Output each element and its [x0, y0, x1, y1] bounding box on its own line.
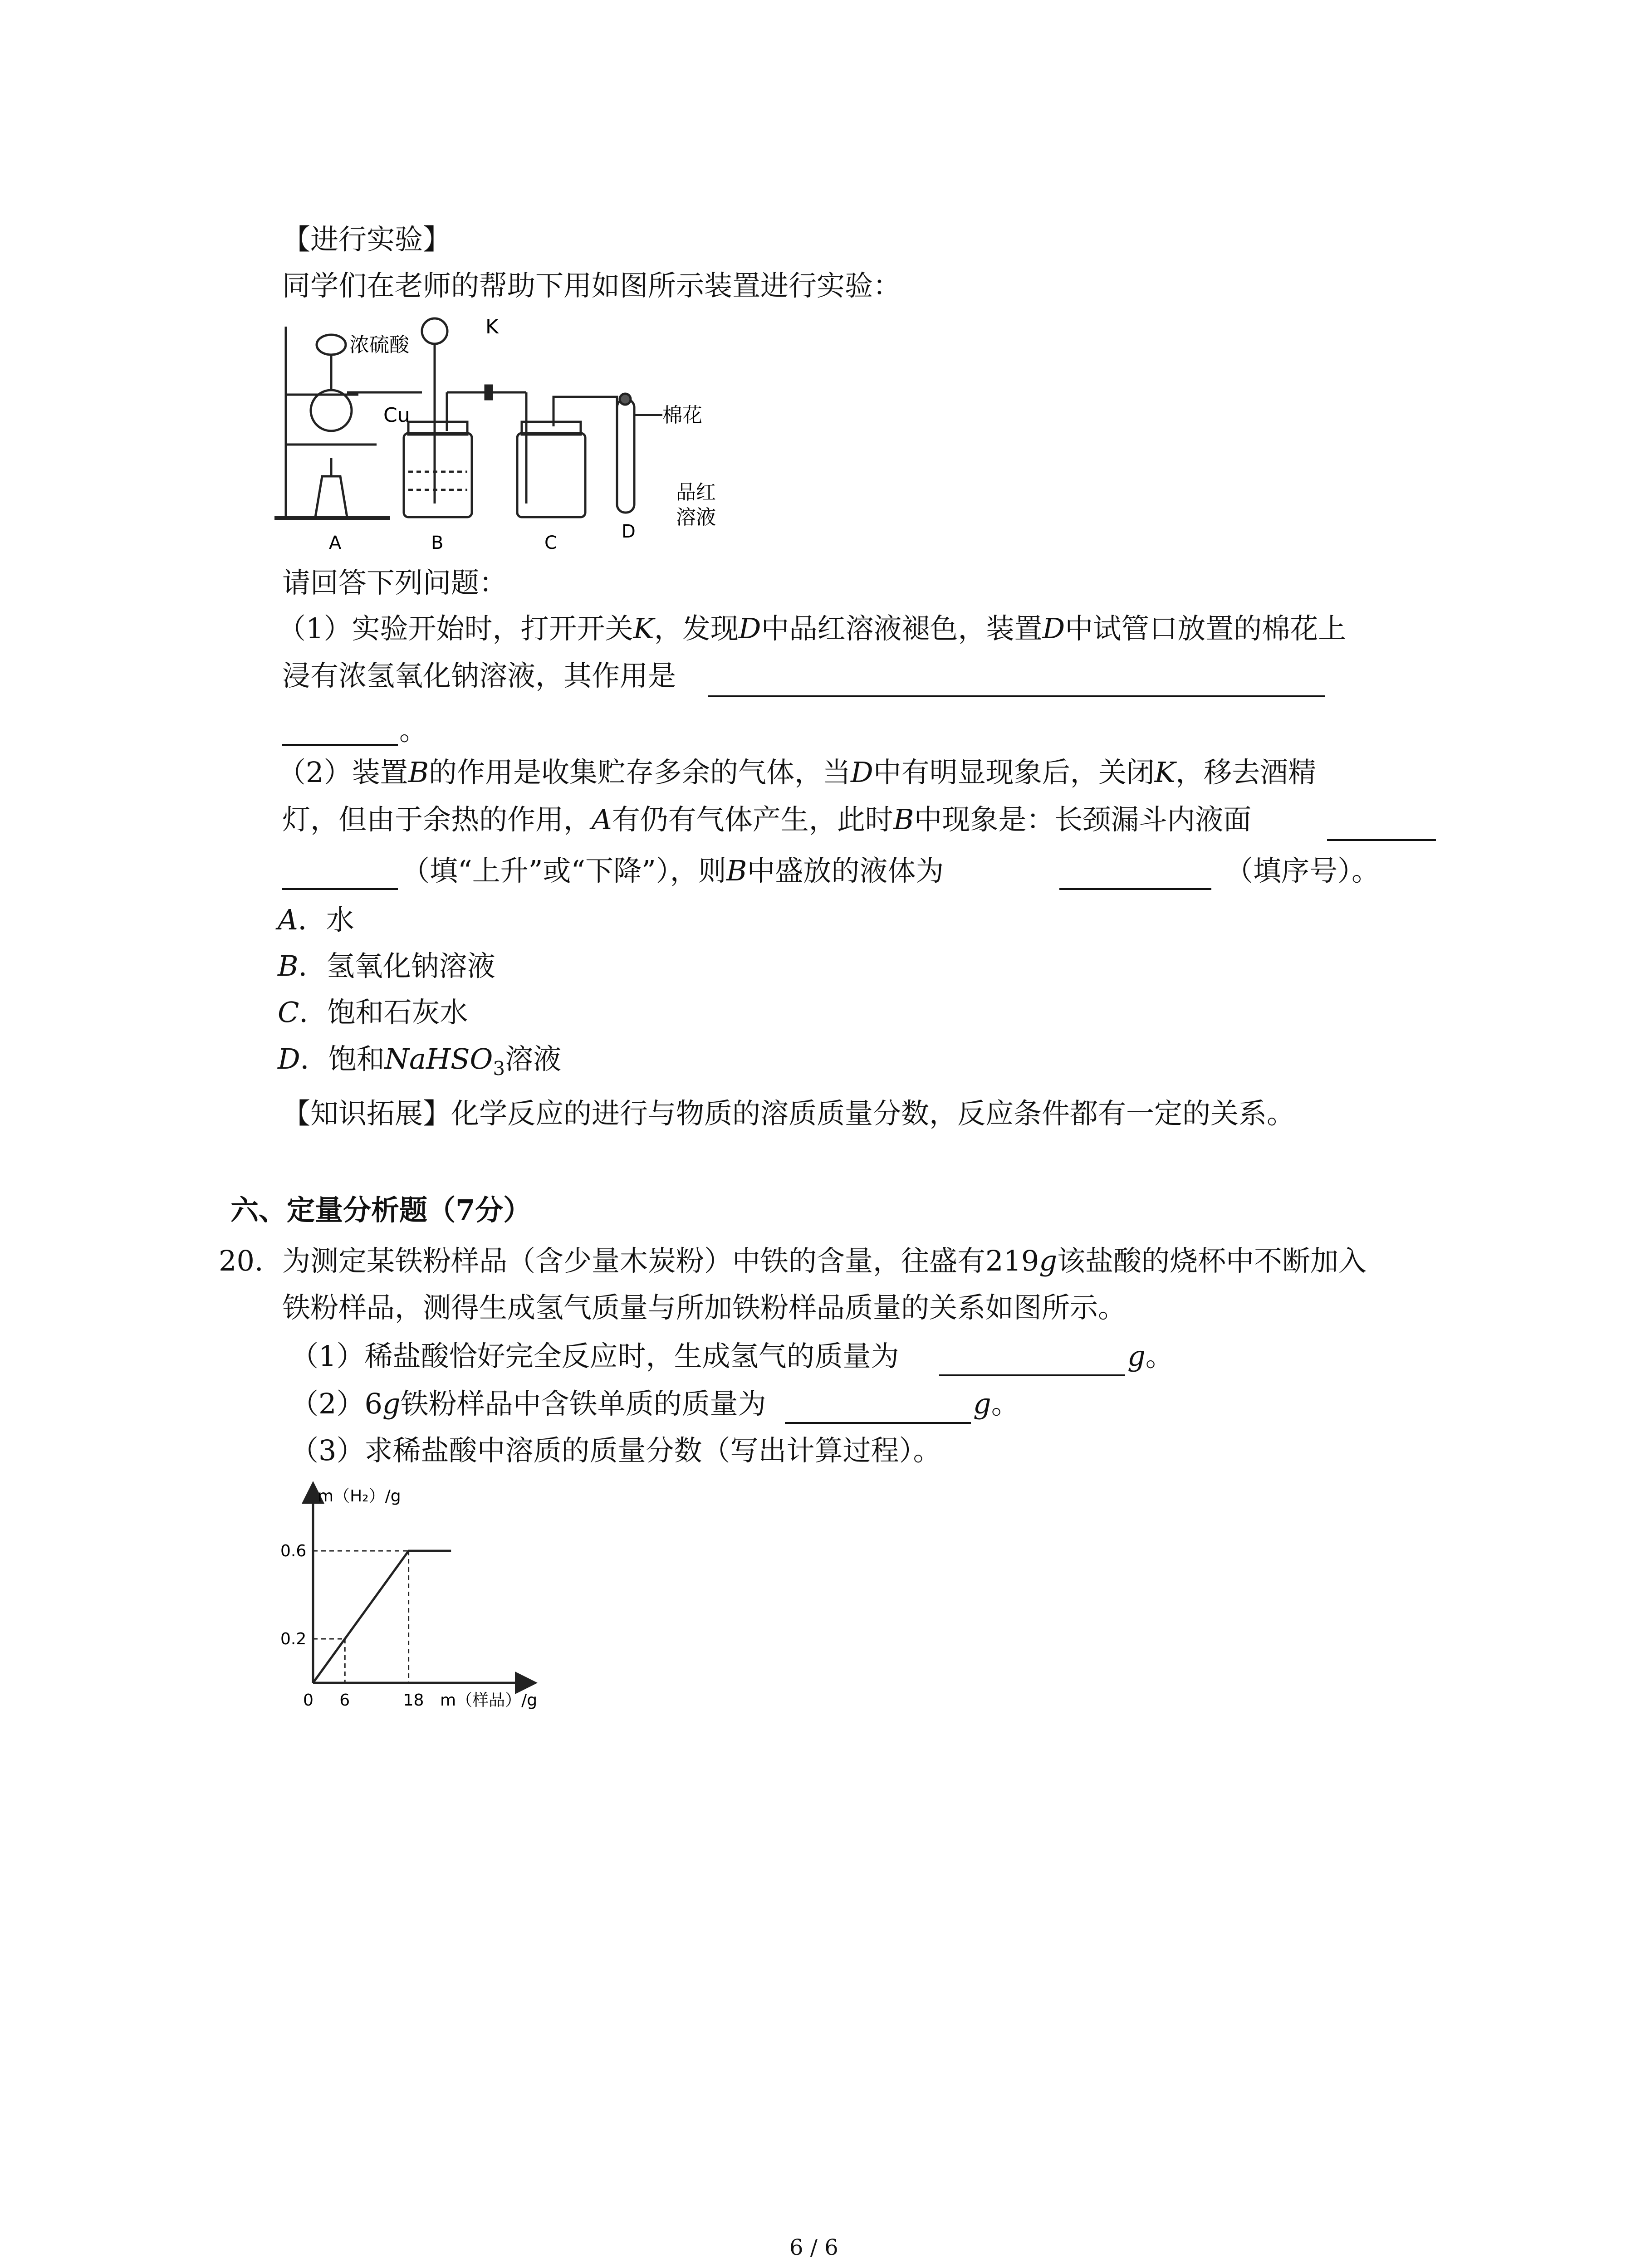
q1-answer-blank-cont[interactable] — [282, 744, 398, 746]
answer-prompt: 请回答下列问题： — [282, 566, 508, 599]
y-tick-label: 0.2 — [280, 1630, 307, 1648]
q20-sub3: （3）求稀盐酸中溶质的质量分数（写出计算过程）。 — [290, 1434, 941, 1467]
y-tick-label: 0.6 — [280, 1542, 307, 1560]
knowledge-extension: 【知识拓展】化学反应的进行与物质的溶质质量分数，反应条件都有一定的关系。 — [282, 1097, 1295, 1130]
q1-line2: 浸有浓氢氧化钠溶液，其作用是 — [282, 659, 676, 692]
q2-level-blank[interactable] — [1327, 839, 1436, 841]
option-b[interactable]: B．氢氧化钠溶液 — [278, 949, 495, 982]
q20-line2: 铁粉样品，测得生成氢气质量与所加铁粉样品质量的关系如图所示。 — [282, 1291, 1127, 1324]
option-c[interactable]: C．饱和石灰水 — [278, 996, 468, 1029]
cu-label: Cu — [383, 404, 410, 427]
y-axis-label: m（H₂）/g — [318, 1487, 401, 1505]
q2-line3-end: （填序号）。 — [1225, 854, 1380, 887]
q1-period: 。 — [399, 714, 428, 747]
q20-sub1-unit: g。 — [1127, 1339, 1174, 1373]
q20-sub2-blank[interactable] — [785, 1422, 971, 1424]
apparatus-label-d: D — [622, 521, 636, 542]
k-label: K — [485, 315, 499, 338]
x-axis-label: m（样品）/g — [440, 1691, 538, 1710]
x-tick-label: 0 — [303, 1691, 314, 1710]
apparatus-label-a: A — [329, 533, 342, 553]
experiment-heading: 【进行实验】 — [282, 223, 451, 256]
q2-line1: （2）装置B的作用是收集贮存多余的气体，当D中有明显现象后，关闭K，移去酒精 — [278, 756, 1317, 789]
q2-level-blank-cont[interactable] — [282, 888, 398, 890]
q1-answer-blank[interactable] — [708, 695, 1325, 697]
q2-line2: 灯，但由于余热的作用，A有仍有气体产生，此时B中现象是：长颈漏斗内液面 — [282, 803, 1252, 836]
q20-sub1: （1）稀盐酸恰好完全反应时，生成氢气的质量为 — [290, 1339, 899, 1373]
red-solution-label-1: 品红 — [676, 481, 716, 504]
q1-line1: （1）实验开始时，打开开关K，发现D中品红溶液褪色，装置D中试管口放置的棉花上 — [278, 612, 1347, 645]
q20-sub2: （2）6g铁粉样品中含铁单质的质量为 — [290, 1387, 766, 1420]
q20-line1: 为测定某铁粉样品（含少量木炭粉）中铁的含量，往盛有219g该盐酸的烧杯中不断加入 — [282, 1244, 1367, 1277]
option-a[interactable]: A．水 — [278, 903, 354, 936]
red-solution-label-2: 溶液 — [676, 506, 716, 529]
section-six-heading: 六、定量分析题（7分） — [230, 1193, 532, 1227]
experiment-intro: 同学们在老师的帮助下用如图所示装置进行实验： — [282, 269, 901, 302]
cotton-label: 棉花 — [662, 404, 702, 427]
series-line — [313, 1551, 451, 1683]
option-d[interactable]: D．饱和NaHSO$_3$溶液 — [278, 1042, 562, 1080]
acid-label: 浓硫酸 — [349, 333, 409, 357]
q20-number: 20. — [219, 1244, 264, 1277]
apparatus-label-b: B — [431, 533, 444, 553]
q20-sub2-unit: g。 — [973, 1387, 1019, 1420]
x-tick-label: 6 — [339, 1691, 350, 1710]
q2-line3: （填“上升”或“下降”），则B中盛放的液体为 — [402, 854, 944, 887]
page-number: 6 / 6 — [789, 2235, 838, 2260]
x-tick-label: 18 — [403, 1691, 424, 1710]
apparatus-label-c: C — [544, 533, 557, 553]
q2-liquid-blank[interactable] — [1059, 888, 1211, 890]
hydrogen-mass-chart — [272, 1479, 590, 1724]
apparatus-figure — [272, 313, 771, 558]
q20-sub1-blank[interactable] — [939, 1374, 1125, 1376]
